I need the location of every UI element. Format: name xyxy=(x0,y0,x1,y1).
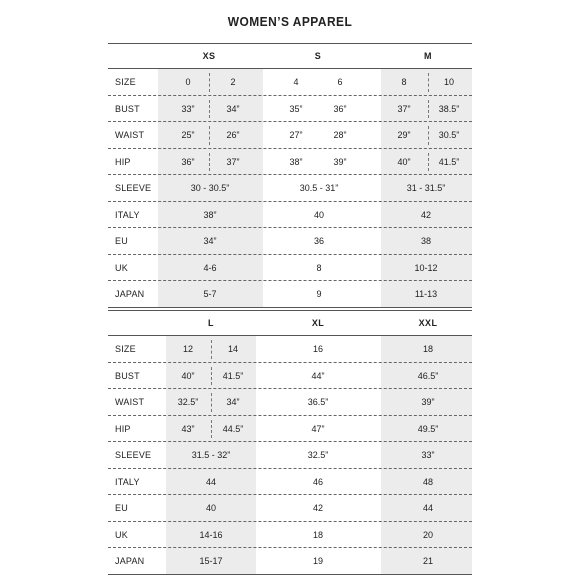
row-label-japan: JAPAN xyxy=(115,289,145,300)
table-cell: 6 xyxy=(337,77,343,88)
table-cell: 8 xyxy=(316,262,322,273)
table-cell: 40 xyxy=(313,209,324,220)
table-cell: 34” xyxy=(203,236,217,247)
table-row xyxy=(108,363,472,390)
table-cell: 36” xyxy=(181,156,195,167)
table-cell: 18 xyxy=(422,344,433,355)
table-cell: 46.5” xyxy=(417,370,439,381)
size-split-divider xyxy=(209,73,210,92)
table-row xyxy=(108,228,472,255)
table-cell: 33” xyxy=(181,103,195,114)
table-cell: 40 xyxy=(205,503,216,514)
row-label-waist: WAIST xyxy=(115,130,145,141)
table-row xyxy=(108,522,472,549)
table-cell: 15-17 xyxy=(199,556,223,567)
column-header-xxl: XXL xyxy=(418,318,438,328)
table-cell: 11-13 xyxy=(414,289,438,300)
table-row xyxy=(108,442,472,469)
table-row xyxy=(108,149,472,176)
table-cell: 38” xyxy=(203,209,217,220)
table-cell: 4 xyxy=(293,77,299,88)
size-chart-table-l-xl-xxl xyxy=(108,310,472,575)
table-cell: 21 xyxy=(422,556,433,567)
table-row xyxy=(108,336,472,363)
table-cell: 47” xyxy=(311,423,325,434)
table-cell: 18 xyxy=(312,529,323,540)
table-cell: 30.5” xyxy=(438,130,460,141)
size-split-divider xyxy=(209,100,210,119)
table-cell: 41.5” xyxy=(438,156,460,167)
column-header-l: L xyxy=(208,318,214,328)
column-header-xl: XL xyxy=(311,318,325,328)
table-header-row xyxy=(108,44,472,69)
table-row xyxy=(108,548,472,575)
table-cell: 37” xyxy=(226,156,240,167)
table-cell: 29” xyxy=(397,130,411,141)
table-cell: 2 xyxy=(230,77,236,88)
size-split-divider xyxy=(209,126,210,145)
column-header-s: S xyxy=(314,51,322,61)
table-row xyxy=(108,281,472,308)
row-label-bust: BUST xyxy=(115,103,140,114)
table-cell: 38 xyxy=(420,236,431,247)
row-label-sleeve: SLEEVE xyxy=(115,183,152,194)
table-row xyxy=(108,255,472,282)
table-cell: 4-6 xyxy=(203,262,217,273)
row-label-eu: EU xyxy=(115,503,128,514)
table-cell: 39” xyxy=(421,397,435,408)
table-cell: 31.5 - 32” xyxy=(191,450,231,461)
table-cell: 34” xyxy=(226,103,240,114)
table-cell: 33” xyxy=(421,450,435,461)
page-title: WOMEN’S APPAREL xyxy=(227,14,353,29)
table-cell: 34” xyxy=(226,397,240,408)
column-header-m: M xyxy=(424,51,432,61)
table-cell: 32.5” xyxy=(307,450,329,461)
table-cell: 28” xyxy=(333,130,347,141)
table-cell: 37” xyxy=(397,103,411,114)
table-cell: 31 - 31.5” xyxy=(406,183,446,194)
table-cell: 44 xyxy=(422,503,433,514)
table-cell: 42 xyxy=(312,503,323,514)
table-cell: 27” xyxy=(289,130,303,141)
table-cell: 30.5 - 31” xyxy=(299,183,339,194)
table-header-row xyxy=(108,311,472,336)
table-cell: 38.5” xyxy=(438,103,460,114)
table-cell: 44 xyxy=(205,476,216,487)
table-row xyxy=(108,416,472,443)
size-chart-table-xs-s-m xyxy=(108,43,472,308)
table-cell: 9 xyxy=(316,289,322,300)
size-split-divider xyxy=(209,153,210,172)
table-cell: 16 xyxy=(312,344,323,355)
table-cell: 42 xyxy=(420,209,431,220)
row-label-italy: ITALY xyxy=(115,209,140,220)
table-cell: 49.5” xyxy=(417,423,439,434)
table-cell: 46 xyxy=(312,476,323,487)
row-label-uk: UK xyxy=(115,529,128,540)
table-cell: 10-12 xyxy=(414,262,438,273)
table-cell: 40” xyxy=(397,156,411,167)
column-header-xs: XS xyxy=(202,51,216,61)
row-label-bust: BUST xyxy=(115,370,140,381)
table-cell: 30 - 30.5” xyxy=(190,183,230,194)
row-label-waist: WAIST xyxy=(115,397,145,408)
table-row xyxy=(108,122,472,149)
row-label-size: SIZE xyxy=(115,344,136,355)
table-cell: 20 xyxy=(422,529,433,540)
table-row xyxy=(108,175,472,202)
table-cell: 36 xyxy=(313,236,324,247)
row-divider xyxy=(108,574,472,575)
row-divider xyxy=(108,307,472,308)
row-label-italy: ITALY xyxy=(115,476,140,487)
row-label-hip: HIP xyxy=(115,156,131,167)
table-row xyxy=(108,469,472,496)
table-row xyxy=(108,69,472,96)
table-cell: 35” xyxy=(289,103,303,114)
table-row xyxy=(108,202,472,229)
row-label-japan: JAPAN xyxy=(115,556,145,567)
table-row xyxy=(108,495,472,522)
table-cell: 0 xyxy=(185,77,191,88)
table-cell: 25” xyxy=(181,130,195,141)
row-label-size: SIZE xyxy=(115,77,136,88)
table-cell: 8 xyxy=(401,77,407,88)
row-label-sleeve: SLEEVE xyxy=(115,450,152,461)
table-cell: 19 xyxy=(312,556,323,567)
table-cell: 41.5” xyxy=(222,370,244,381)
table-cell: 10 xyxy=(443,77,454,88)
table-cell: 44.5” xyxy=(222,423,244,434)
table-cell: 38” xyxy=(289,156,303,167)
table-cell: 43” xyxy=(181,423,195,434)
table-cell: 36” xyxy=(333,103,347,114)
table-cell: 32.5” xyxy=(177,397,199,408)
table-cell: 14-16 xyxy=(199,529,223,540)
table-cell: 39” xyxy=(333,156,347,167)
table-cell: 12 xyxy=(182,344,193,355)
row-label-eu: EU xyxy=(115,236,128,247)
table-cell: 40” xyxy=(181,370,195,381)
table-cell: 5-7 xyxy=(203,289,217,300)
row-label-hip: HIP xyxy=(115,423,131,434)
table-cell: 36.5” xyxy=(307,397,329,408)
table-row xyxy=(108,389,472,416)
table-cell: 14 xyxy=(227,344,238,355)
table-cell: 48 xyxy=(422,476,433,487)
table-cell: 26” xyxy=(226,130,240,141)
row-label-uk: UK xyxy=(115,262,128,273)
table-row xyxy=(108,96,472,123)
table-cell: 44” xyxy=(311,370,325,381)
